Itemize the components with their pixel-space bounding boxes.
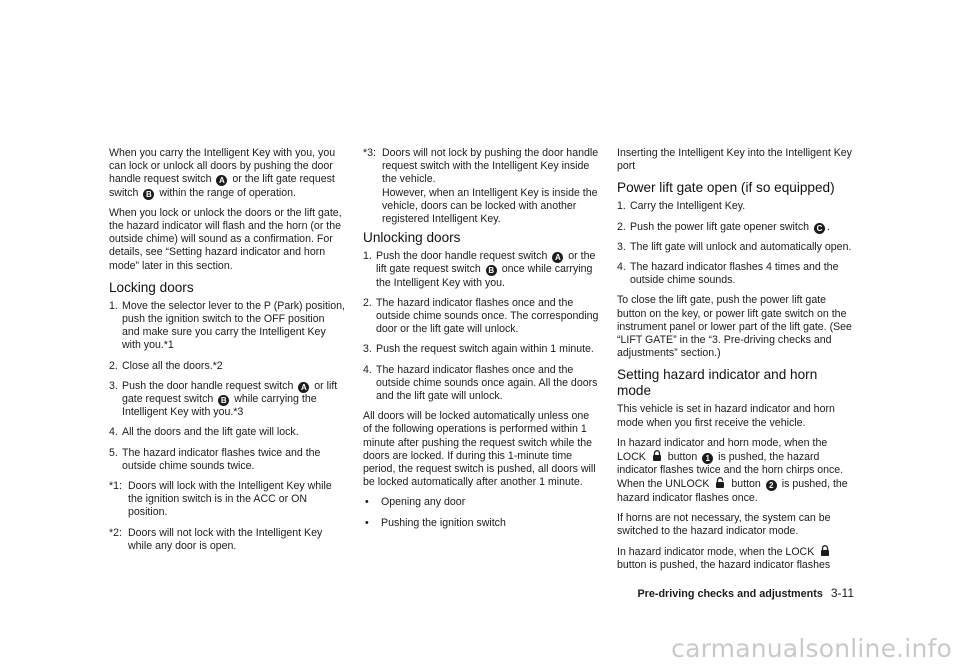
list-item: 4. The hazard indicator flashes 4 times and the outside chime sounds.	[617, 261, 839, 287]
heading-unlocking-doors: Unlocking doors	[363, 230, 461, 246]
hazard-mode-paragraph: In hazard indicator mode, when the LOCK button is pushed, the hazard indicator flashes	[617, 546, 831, 572]
bullet-item: • Pushing the ignition switch	[365, 516, 506, 529]
column-3	[617, 147, 853, 580]
page-number: 3-11	[830, 586, 854, 600]
list-item: 1. Push the door handle request switch A or the lift gate request switch B once while carrying the Intelligent Key with you.	[363, 250, 596, 289]
list-item: 3. The lift gate will unlock and automatically open.	[617, 240, 852, 253]
callout-a-icon: A	[552, 252, 563, 263]
callout-2-icon: 2	[766, 480, 777, 491]
list-item: 2. Push the power lift gate opener switch C .	[617, 220, 830, 233]
footnote: *2: Doors will not lock with the Intelligent Key while any door is open.	[109, 526, 323, 552]
watermark: carmanualsonline.info	[671, 634, 952, 663]
bullet-item: • Opening any door	[365, 496, 466, 509]
auto-lock-paragraph: All doors will be locked automatically unless one of the following operations is performed within 1 minute after pushing the request switch while the doors are locked. If during this 1-minute time period, the request switch is pushed, all doors will be locked automatically after another 1 minute.	[363, 410, 596, 489]
lock-closed-icon	[820, 545, 830, 556]
list-item: 2. The hazard indicator flashes once and the outside chime sounds once. The corresponding door or the lift gate will unlock.	[363, 296, 599, 336]
column-1	[109, 147, 345, 560]
footnote: *1: Doors will lock with the Intelligent Key while the ignition switch is in the ACC or ON position.	[109, 480, 332, 519]
mode-intro-paragraph: This vehicle is set in hazard indicator and horn mode when you first receive the vehicle.	[617, 403, 835, 429]
lock-unlock-paragraph: In hazard indicator and horn mode, when the LOCK button 1 is pushed, the hazard indicator flashes twice and the horn chirps once. When the UNLOCK button 2 is pushed, the hazard indicator flashes once.	[617, 436, 848, 504]
callout-1-icon: 1	[702, 453, 713, 464]
callout-c-icon: C	[814, 223, 825, 234]
callout-b-icon: B	[486, 265, 497, 276]
list-item: 2. Close all the doors.*2	[109, 359, 223, 372]
callout-b-icon: B	[143, 189, 154, 200]
lock-closed-icon	[652, 450, 662, 461]
callout-a-icon: A	[298, 382, 309, 393]
list-item: 1. Carry the Intelligent Key.	[617, 200, 746, 213]
column-2	[363, 147, 599, 537]
list-item: 3. Push the request switch again within 1 minute.	[363, 343, 594, 356]
list-item: 3. Push the door handle request switch A or lift gate request switch B while carrying the Intelligent Key with you.*3	[109, 379, 338, 419]
list-item: 4. The hazard indicator flashes once and the outside chime sounds once again. All the doors and the lift gate will unlock.	[363, 363, 598, 403]
callout-b-icon: B	[218, 395, 229, 406]
list-item: 1. Move the selector lever to the P (Park) position, push the ignition switch to the OFF position and make sure you carry the Intelligent Key with you.*1	[109, 299, 345, 352]
key-port-paragraph: Inserting the Intelligent Key into the Intelligent Key port	[617, 147, 852, 173]
heading-power-lift-gate: Power lift gate open (if so equipped)	[617, 180, 835, 196]
confirmation-paragraph: When you lock or unlock the doors or the lift gate, the hazard indicator will flash and the horn (or the outside chime) will sound as a confirmation. For details, see “Setting hazard indicator and horn mode” later in this section.	[109, 206, 342, 272]
lock-open-icon	[715, 477, 725, 488]
list-item: 5. The hazard indicator flashes twice and the outside chime sounds twice.	[109, 446, 321, 472]
page-footer	[598, 586, 854, 600]
horn-off-paragraph: If horns are not necessary, the system can be switched to the hazard indicator mode.	[617, 511, 831, 538]
footnote: *3: Doors will not lock by pushing the door handle request switch with the Intelligent Key inside the vehicle. However, when an Intelligent Key is inside the vehicle, doors can be locked with another registered Intelligent Key.	[363, 147, 599, 226]
close-lift-gate-paragraph: To close the lift gate, push the power lift gate button on the key, or power lift gate switch on the instrument panel or lower part of the lift gate. (See “LIFT GATE” in the “3. Pre-driving checks and adjustments” section.)	[617, 294, 852, 360]
section-title: Pre-driving checks and adjustments	[637, 588, 823, 600]
heading-locking-doors: Locking doors	[109, 279, 194, 295]
callout-a-icon: A	[216, 175, 227, 186]
list-item: 4. All the doors and the lift gate will lock.	[109, 426, 299, 439]
heading-hazard-horn-mode: Setting hazard indicator and horn mode	[617, 367, 818, 399]
intro-paragraph: When you carry the Intelligent Key with you, you can lock or unlock all doors by pushing the door handle request switch A or the lift gate request switch B within the range of operation.	[109, 147, 336, 199]
